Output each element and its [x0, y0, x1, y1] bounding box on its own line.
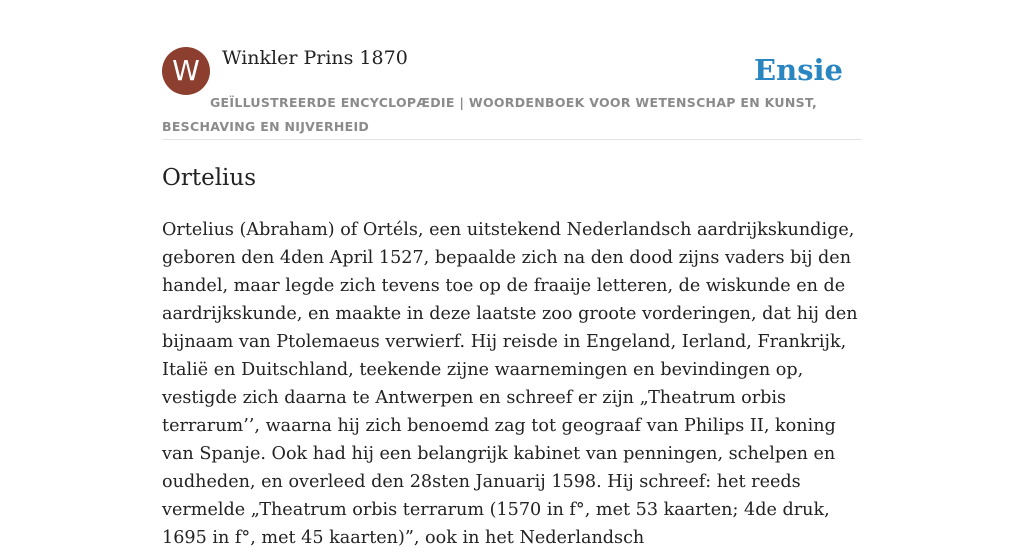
header — [162, 46, 862, 140]
source-avatar[interactable]: W — [162, 47, 210, 95]
article-title: Ortelius — [162, 165, 257, 191]
article-body: Ortelius (Abraham) of Ortéls, een uitstekend Nederlandsch aardrijkskundige, geboren den 4den April 1527, bepaalde zich na den dood zijns vaders bij den handel, maar legde zich tevens toe op de fraaije letteren, de wiskunde en de aardrijkskunde, en maakte in deze laatste zoo groote vorderingen, dat hij den bijnaam van Ptolemaeus verwierf. Hij reisde in Engeland, Ierland, Frankrijk, Italië en Duitschland, teekende zijne waarnemingen en bevindingen op, vestigde zich daarna te Antwerpen en schreef er zijn „Theatrum orbis terrarum’’, waarna hij zich benoemd zag tot geograaf van Philips II, koning van Spanje. Ook had hij een belangrijk kabinet van penningen, schelpen en oudheden, en overleed den 28sten Januarij 1598. Hij schreef: het reeds vermelde „Theatrum orbis terrarum (1570 in f°, met 53 kaarten; 4de druk, 1695 in f°, met 45 kaarten)”, ook in het Nederlandsch — [162, 220, 858, 548]
source-title-link[interactable]: Winkler Prins 1870 — [222, 47, 408, 69]
source-subtitle: GEÏLLUSTREERDE ENCYCLOPÆDIE | WOORDENBOEK VOOR WETENSCHAP EN KUNST, BESCHAVING EN NIJVERHEID — [162, 95, 818, 134]
ensie-logo-link[interactable]: Ensie — [754, 53, 843, 87]
